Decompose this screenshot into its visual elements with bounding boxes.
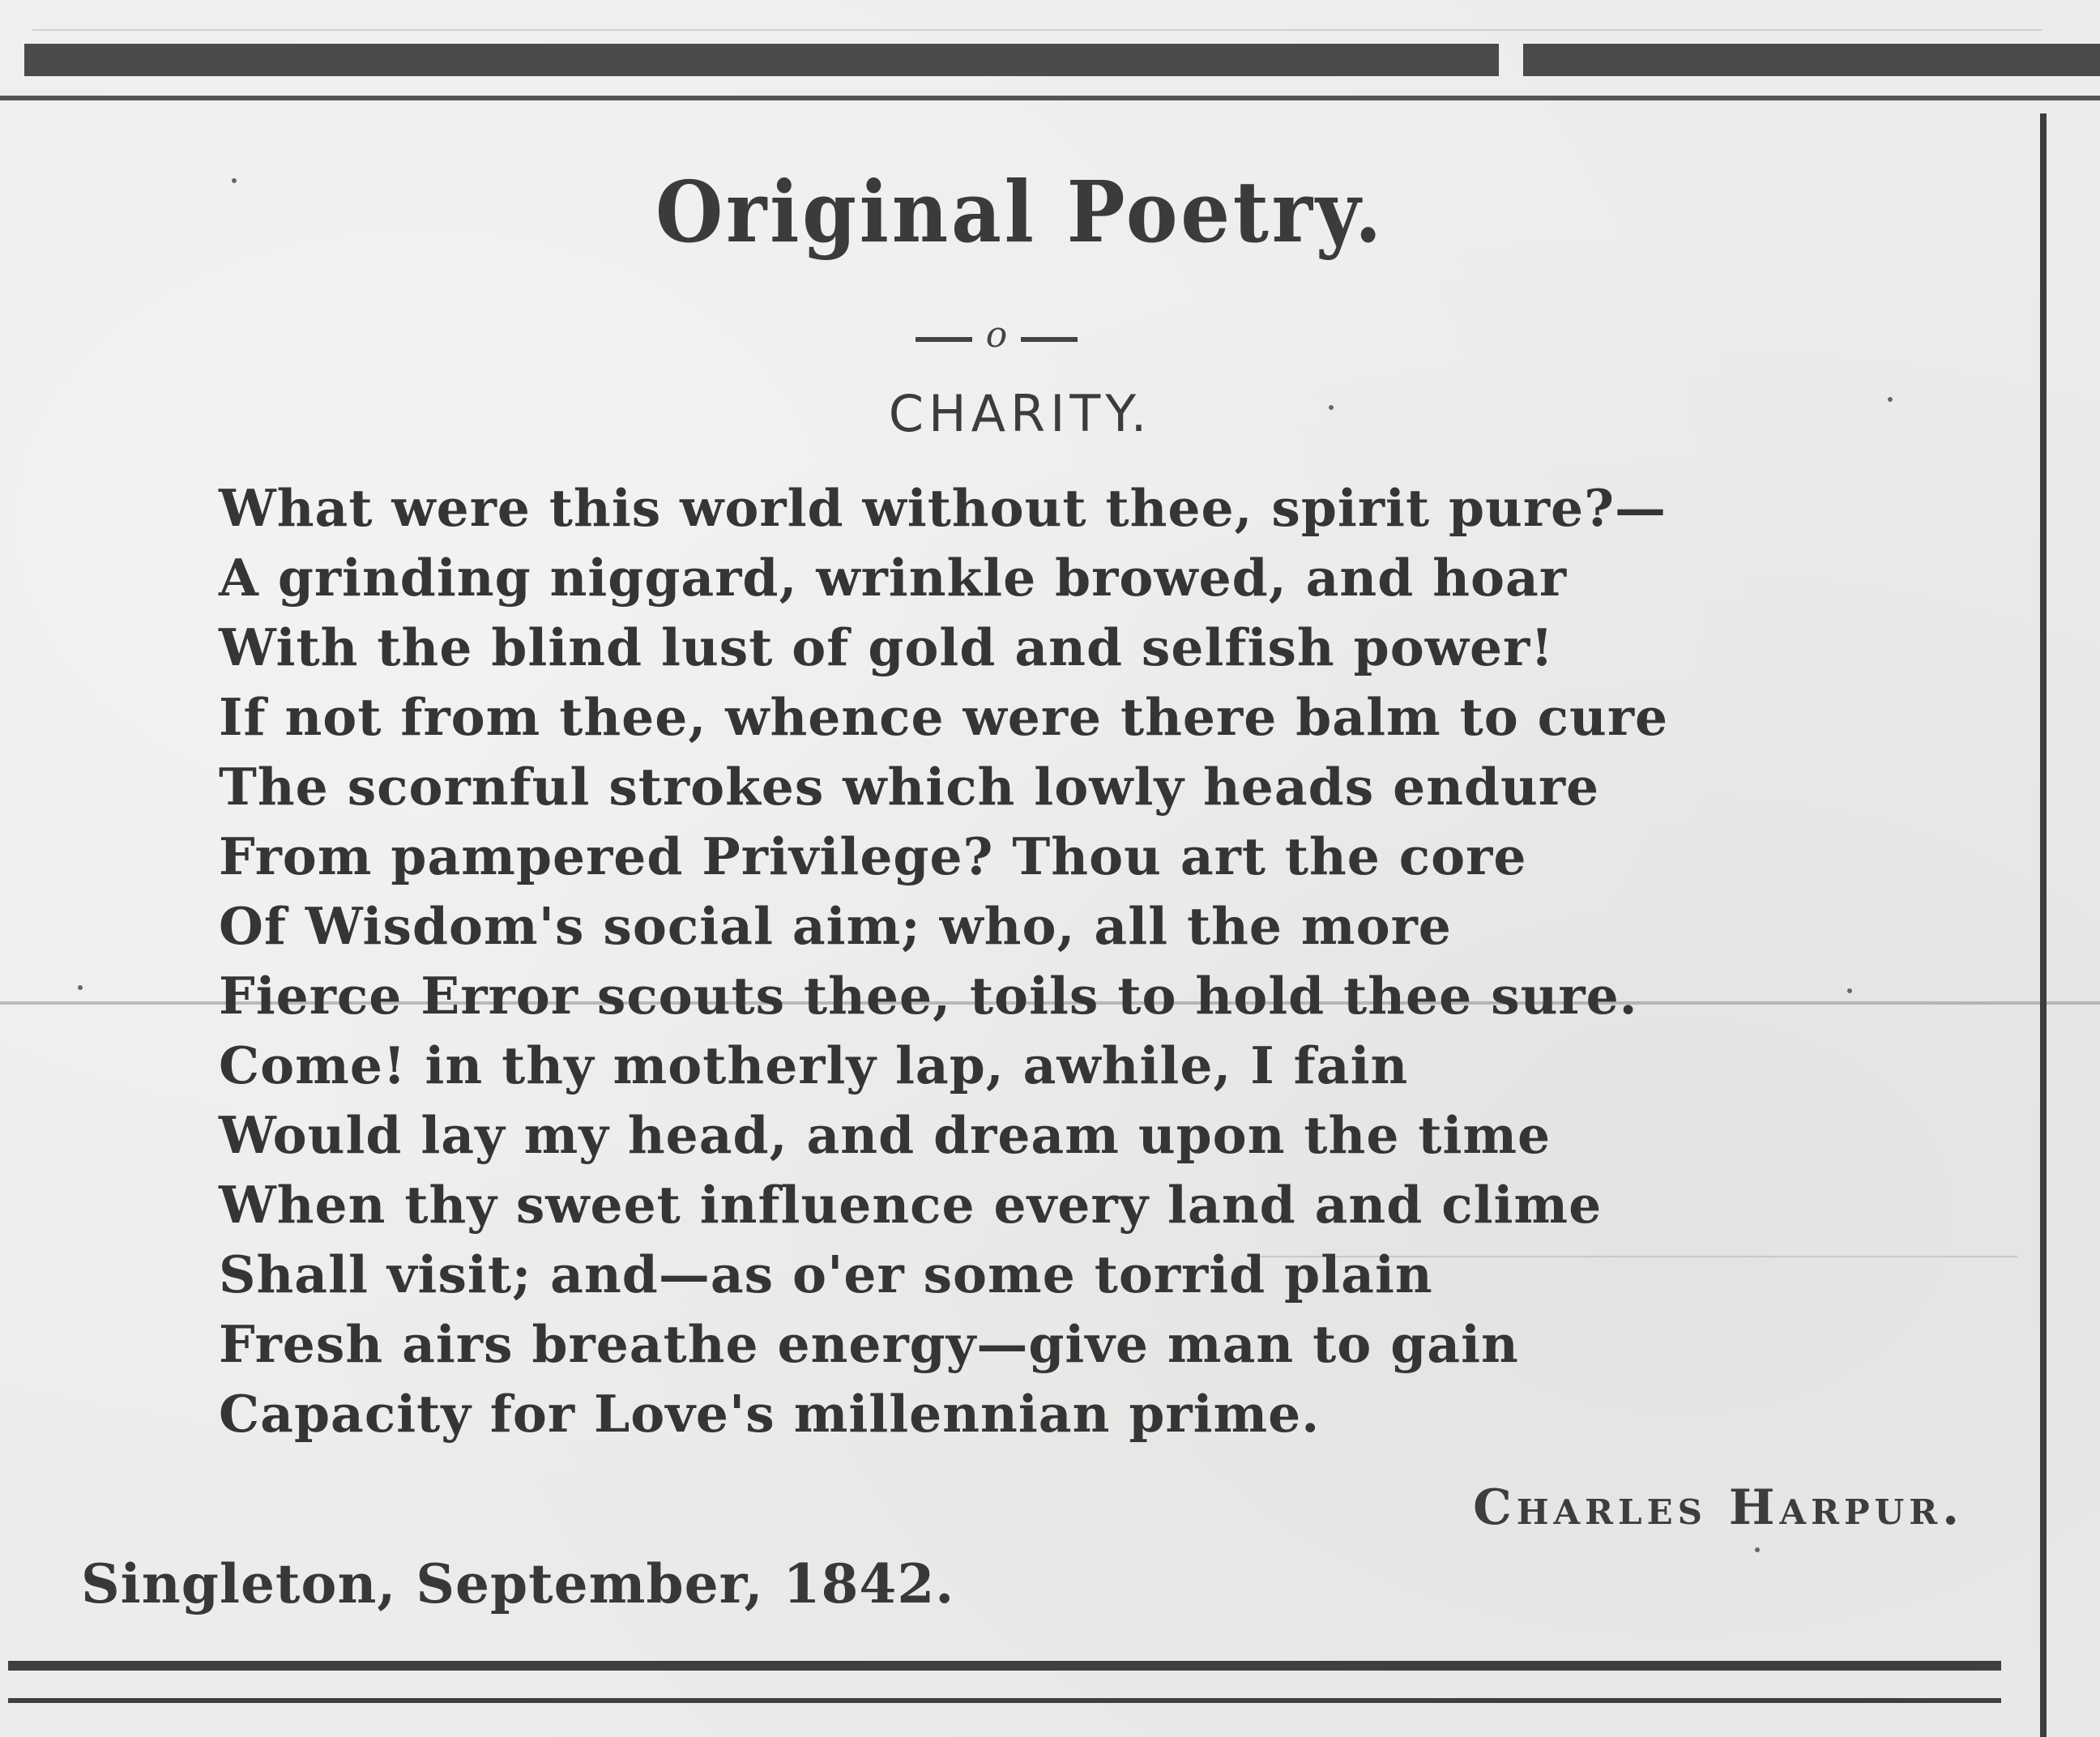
poem-line: Capacity for Love's millennian prime. xyxy=(219,1384,1321,1444)
poem-line: Shall visit; and—as o'er some torrid plain xyxy=(219,1244,1433,1304)
poem-line: Fresh airs breathe energy—give man to gain xyxy=(219,1314,1519,1374)
poem-line: From pampered Privilege? Thou art the core xyxy=(219,826,1527,886)
poem-dateline: Singleton, September, 1842. xyxy=(81,1552,955,1615)
ink-fleck xyxy=(1888,397,1893,402)
poem-line: With the blind lust of gold and selfish power! xyxy=(219,617,1554,677)
poem-line: Fierce Error scouts thee, toils to hold thee sure. xyxy=(219,966,1638,1026)
poem-line: Come! in thy motherly lap, awhile, I fain xyxy=(219,1035,1409,1095)
poem-title: CHARITY. xyxy=(888,384,1152,443)
bottom-rule-thin xyxy=(8,1698,2001,1703)
poem-author: Charles Harpur. xyxy=(1473,1479,1964,1536)
bottom-rule-thick xyxy=(8,1661,2001,1671)
top-rule-left xyxy=(24,44,1499,76)
poem-line: The scornful strokes which lowly heads endure xyxy=(219,757,1600,817)
ink-fleck xyxy=(1847,988,1852,993)
poem-line: When thy sweet influence every land and clime xyxy=(219,1175,1603,1235)
ink-fleck xyxy=(1755,1547,1760,1552)
poem-line: Would lay my head, and dream upon the time xyxy=(219,1105,1552,1165)
poem-line: What were this world without thee, spirit pure?— xyxy=(219,478,1667,538)
poem-line: Of Wisdom's social aim; who, all the more xyxy=(219,896,1452,956)
title-separator: o xyxy=(916,314,1078,356)
column-rule xyxy=(2040,113,2047,1737)
ink-fleck xyxy=(1329,405,1334,410)
poem-body xyxy=(219,473,1668,1449)
ink-fleck xyxy=(232,178,237,183)
faint-rule xyxy=(32,29,2042,31)
top-rule-right xyxy=(1523,44,2100,76)
poem-line: A grinding niggard, wrinkle browed, and hoar xyxy=(219,548,1568,608)
poem-line: If not from thee, whence were there balm to cure xyxy=(219,687,1669,747)
top-rule-thin xyxy=(0,96,2100,100)
ink-fleck xyxy=(78,985,83,990)
section-heading: Original Poetry. xyxy=(655,162,1385,262)
